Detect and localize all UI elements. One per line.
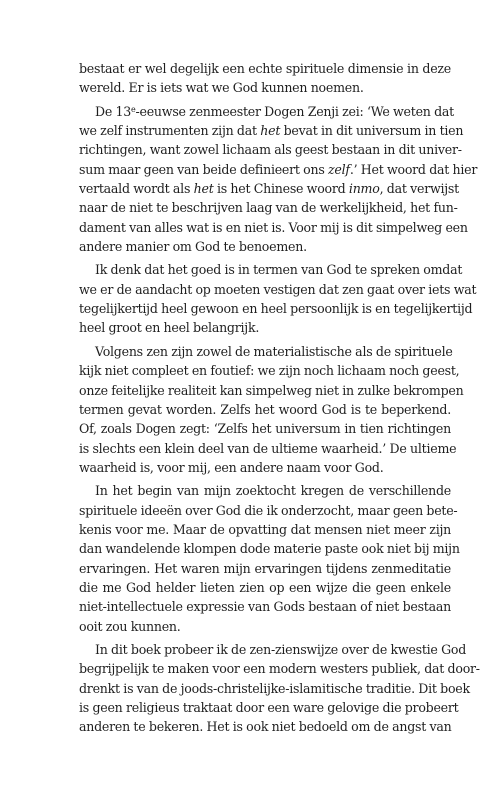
text-line: anderen te bekeren. Het is ook niet bedoeld om de angst van (79, 719, 452, 735)
text-line: richtingen, want zowel lichaam als geest bestaan in dit univer- (79, 142, 462, 158)
text-line: termen gevat worden. Zelfs het woord God is te beperkend. (79, 401, 451, 417)
text-line: spirituele ideeën over God die ik onderzocht, maar geen bete- (79, 502, 458, 518)
text-line: tegelijkertijd heel gewoon en heel persoonlijk is en tegelijkertijd (79, 301, 473, 317)
text-line: kenis voor me. Maar de opvatting dat mensen niet meer zijn (79, 521, 451, 537)
text-line: ervaringen. Het waren mijn ervaringen tijdens zenmeditatie (79, 560, 451, 576)
text-line: dan wandelende klompen dode materie paste ook niet bij mijn (79, 541, 460, 557)
body-text (79, 59, 480, 737)
text-line: wereld. Er is iets wat we God kunnen noemen. (79, 80, 364, 96)
text-line: In dit boek probeer ik de zen-zienswijze over de kwestie God (95, 641, 467, 657)
text-line: is geen religieus traktaat door een ware gelovige die probeert (79, 700, 459, 715)
text-line: begrijpelijk te maken voor een modern westers publiek, dat door- (79, 661, 480, 677)
text-line: Ik denk dat het goed is in termen van God te spreken omdat (95, 262, 463, 278)
text-line: dament van alles wat is en niet is. Voor mij is dit simpelweg een (79, 219, 468, 235)
text-line: kijk niet compleet en foutief: we zijn noch lichaam noch geest, (79, 363, 460, 379)
text-line: Of, zoals Dogen zegt: ‘Zelfs het universum in tien richtingen (79, 421, 451, 437)
text-line: Volgens zen zijn zowel de materialistische als de spirituele (95, 343, 453, 359)
text-line: ooit zou kunnen. (79, 618, 181, 634)
text-line: niet-intellectuele expressie van Gods bestaan of niet bestaan (79, 599, 451, 615)
text-line: die me God helder lieten zien op een wijze die geen enkele (79, 579, 451, 595)
text-line: In het begin van mijn zoektocht kregen de verschillende (95, 483, 451, 499)
text-line: andere manier om God te benoemen. (79, 239, 307, 255)
text-line: bestaat er wel degelijk een echte spirituele dimensie in deze (79, 61, 451, 76)
text-line: is slechts een klein deel van de ultieme waarheid.’ De ultieme (79, 440, 457, 456)
text-line: heel groot en heel belangrijk. (79, 320, 260, 336)
text-line: vertaald wordt als het is het Chinese woord inmo, dat verwijst (79, 181, 459, 197)
text-line: we er de aandacht op moeten vestigen dat zen gaat over iets wat (79, 281, 477, 297)
text-line: sum maar geen van beide definieert ons zelf.’ Het woord dat hier (79, 161, 478, 177)
text-line: we zelf instrumenten zijn dat het bevat in dit universum in tien (79, 123, 464, 139)
text-line: De 13e-eeuwse zenmeester Dogen Zenji zei: ‘We weten dat (95, 103, 454, 119)
text-line: naar de niet te beschrijven laag van de werkelijkheid, het fun- (79, 200, 458, 216)
text-line: onze feitelijke realiteit kan simpelweg niet in zulke bekrompen (79, 382, 464, 398)
text-line: drenkt is van de joods-christelijke-islamitische traditie. Dit boek (79, 680, 470, 696)
text-line: waarheid is, voor mij, een andere naam voor God. (79, 459, 384, 475)
